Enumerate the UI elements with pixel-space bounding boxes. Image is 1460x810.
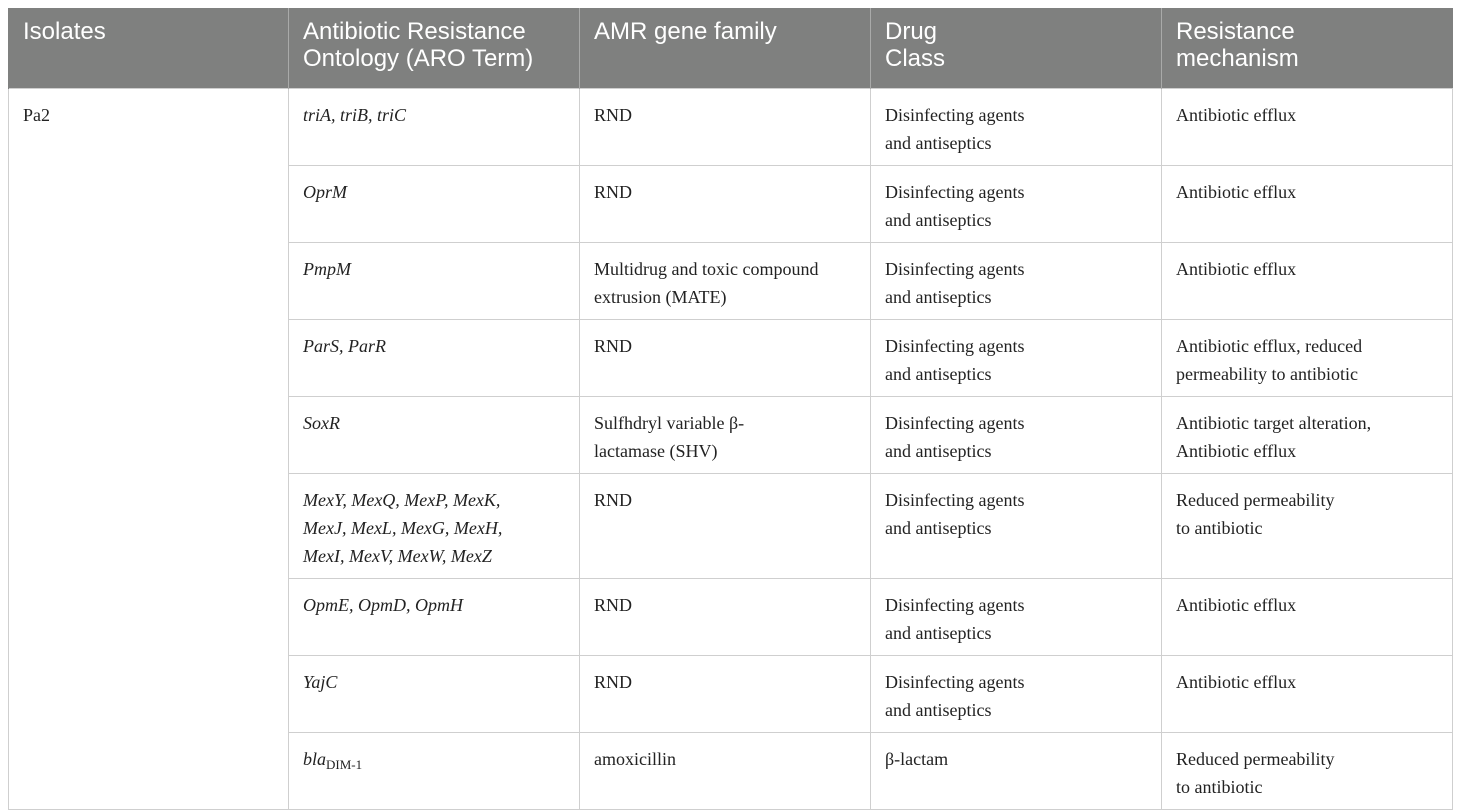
amr-gene-table — [8, 8, 1453, 810]
aro-gene-subscript: DIM-1 — [326, 757, 363, 772]
mechanism-cell — [1162, 89, 1453, 166]
drug-class-cell — [871, 320, 1162, 397]
header-mech-label-line1: Resistance — [1176, 18, 1295, 45]
aro-cell — [289, 397, 580, 474]
aro-cell — [289, 579, 580, 656]
cell-text-line: Antibiotic efflux — [1176, 441, 1297, 461]
isolate-cell — [9, 89, 289, 810]
mechanism-cell — [1162, 579, 1453, 656]
header-drug-label-line2: Class — [885, 45, 946, 72]
cell-text-line: Disinfecting agents — [885, 672, 1025, 692]
gene-family-cell — [580, 474, 871, 579]
cell-text-line: RND — [594, 105, 633, 125]
cell-text-line: RND — [594, 672, 633, 692]
drug-class-cell — [871, 474, 1162, 579]
drug-class-cell — [871, 579, 1162, 656]
cell-text-line: to antibiotic — [1176, 777, 1263, 797]
table-header — [9, 8, 1453, 89]
cell-text-line: Disinfecting agents — [885, 336, 1025, 356]
drug-class-cell — [871, 243, 1162, 320]
header-aro-label-line1: Antibiotic Resistance — [303, 18, 526, 45]
header-aro-label-line2: Ontology (ARO Term) — [303, 45, 534, 72]
header-drug-class — [871, 8, 1162, 89]
table-container — [8, 8, 1452, 810]
cell-text-line: triA, triB, triC — [303, 105, 407, 125]
gene-family-cell — [580, 579, 871, 656]
isolate-label: Pa2 — [23, 105, 50, 125]
aro-cell — [289, 474, 580, 579]
header-aro-term — [289, 8, 580, 89]
cell-text-line: Disinfecting agents — [885, 490, 1025, 510]
gene-family-cell — [580, 320, 871, 397]
drug-class-cell — [871, 89, 1162, 166]
cell-text-line: Antibiotic efflux — [1176, 595, 1297, 615]
cell-text-line: Disinfecting agents — [885, 105, 1025, 125]
cell-text-line: Multidrug and toxic compound — [594, 259, 819, 279]
cell-text-line: Reduced permeability — [1176, 490, 1335, 510]
mechanism-cell — [1162, 243, 1453, 320]
cell-text-line: Antibiotic efflux — [1176, 182, 1297, 202]
header-isolates — [9, 8, 289, 89]
header-row — [9, 8, 1453, 89]
cell-text-line: permeability to antibiotic — [1176, 364, 1358, 384]
cell-text-line: Antibiotic efflux, reduced — [1176, 336, 1363, 356]
header-mech-label-line2: mechanism — [1176, 45, 1299, 72]
cell-text-line: Disinfecting agents — [885, 595, 1025, 615]
cell-text-line: Antibiotic efflux — [1176, 105, 1297, 125]
gene-family-cell — [580, 397, 871, 474]
cell-text-line: and antiseptics — [885, 210, 992, 230]
cell-text-line: Antibiotic efflux — [1176, 672, 1297, 692]
mechanism-cell — [1162, 397, 1453, 474]
gene-family-cell — [580, 166, 871, 243]
cell-text-line: and antiseptics — [885, 441, 992, 461]
cell-text-line: Sulfhdryl variable β- — [594, 413, 745, 433]
cell-text-line: RND — [594, 336, 633, 356]
cell-text-line: lactamase (SHV) — [594, 441, 718, 461]
gene-family-cell — [580, 89, 871, 166]
mechanism-cell — [1162, 474, 1453, 579]
cell-text-line: Disinfecting agents — [885, 182, 1025, 202]
mechanism-cell — [1162, 656, 1453, 733]
aro-cell — [289, 733, 580, 810]
gene-family-cell — [580, 733, 871, 810]
header-family-label: AMR gene family — [594, 18, 777, 45]
cell-text-line: RND — [594, 490, 633, 510]
aro-cell — [289, 320, 580, 397]
table-row — [9, 89, 1453, 166]
cell-text-line: OpmE, OpmD, OpmH — [303, 595, 463, 615]
drug-class-cell — [871, 656, 1162, 733]
cell-text-line: and antiseptics — [885, 364, 992, 384]
mechanism-cell — [1162, 733, 1453, 810]
cell-text-line: MexI, MexV, MexW, MexZ — [303, 546, 492, 566]
cell-text-line: RND — [594, 182, 633, 202]
cell-text-line: RND — [594, 595, 633, 615]
cell-text-line: Antibiotic target alteration, — [1176, 413, 1372, 433]
header-drug-label-line1: Drug — [885, 18, 938, 45]
cell-text-line: SoxR — [303, 413, 340, 433]
table-body — [9, 89, 1453, 810]
cell-text-line: Disinfecting agents — [885, 259, 1025, 279]
drug-class-cell — [871, 733, 1162, 810]
mechanism-cell — [1162, 320, 1453, 397]
gene-family-cell — [580, 243, 871, 320]
cell-text-line: amoxicillin — [594, 749, 676, 769]
aro-cell — [289, 166, 580, 243]
cell-text-line: and antiseptics — [885, 287, 992, 307]
cell-text-line: YajC — [303, 672, 338, 692]
aro-cell — [289, 89, 580, 166]
cell-text-line: Antibiotic efflux — [1176, 259, 1297, 279]
cell-text-line: β-lactam — [885, 749, 949, 769]
cell-text-line: to antibiotic — [1176, 518, 1263, 538]
cell-text-line: and antiseptics — [885, 133, 992, 153]
cell-text-line: extrusion (MATE) — [594, 287, 727, 307]
aro-cell — [289, 656, 580, 733]
cell-text-line: OprM — [303, 182, 347, 202]
cell-text-line: and antiseptics — [885, 518, 992, 538]
drug-class-cell — [871, 397, 1162, 474]
header-amr-gene-family — [580, 8, 871, 89]
mechanism-cell — [1162, 166, 1453, 243]
header-resistance-mechanism — [1162, 8, 1453, 89]
header-isolates-label: Isolates — [23, 18, 106, 45]
aro-gene-name: bla — [303, 749, 327, 769]
cell-text-line: Reduced permeability — [1176, 749, 1335, 769]
aro-cell — [289, 243, 580, 320]
cell-text-line: ParS, ParR — [303, 336, 386, 356]
cell-text-line: Disinfecting agents — [885, 413, 1025, 433]
gene-family-cell — [580, 656, 871, 733]
cell-text-line: MexJ, MexL, MexG, MexH, — [303, 518, 503, 538]
drug-class-cell — [871, 166, 1162, 243]
cell-text-line: and antiseptics — [885, 700, 992, 720]
cell-text-line: MexY, MexQ, MexP, MexK, — [303, 490, 501, 510]
cell-text-line: PmpM — [303, 259, 351, 279]
cell-text-line: and antiseptics — [885, 623, 992, 643]
